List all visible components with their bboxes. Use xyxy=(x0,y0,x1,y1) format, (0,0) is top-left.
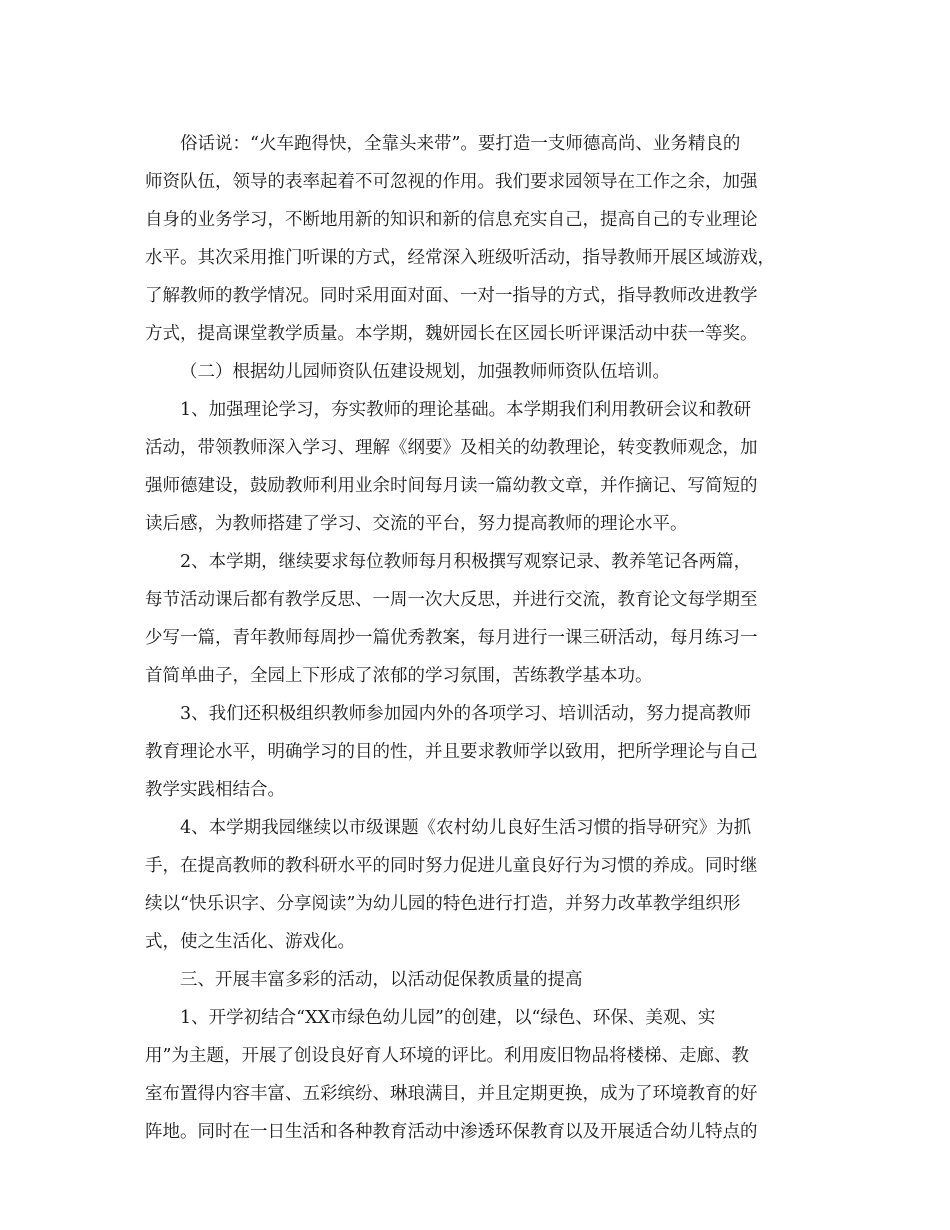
text-line: 方式，提高课堂教学质量。本学期，魏妍园长在区园长听评课活动中获一等奖。 xyxy=(145,324,758,344)
text-line: 俗话说：“火车跑得快，全靠头来带”。要打造一支师德高尚、业务精良的 xyxy=(180,134,741,154)
text-line: 1、加强理论学习，夯实教师的理论基础。本学期我们利用教研会议和教研 xyxy=(180,400,752,420)
text-line: 首简单曲子，全园上下形成了浓郁的学习氛围，苦练教学基本功。 xyxy=(145,666,653,686)
text-line: 活动，带领教师深入学习、理解《纲要》及相关的幼教理论，转变教师观念，加 xyxy=(145,438,758,458)
text-line: 手，在提高教师的教科研水平的同时努力促进儿童良好行为习惯的养成。同时继 xyxy=(145,856,758,876)
text-line: 1、开学初结合“XX市绿色幼儿园”的创建，以“绿色、环保、美观、实 xyxy=(180,1008,716,1028)
text-line: 自身的业务学习，不断地用新的知识和新的信息充实自己，提高自己的专业理论 xyxy=(145,210,758,230)
text-line: 续以“快乐识字、分享阅读”为幼儿园的特色进行打造，并努力改革教学组织形 xyxy=(145,894,741,914)
text-line: 室布置得内容丰富、五彩缤纷、琳琅满目，并且定期更换，成为了环境教育的好 xyxy=(145,1084,758,1104)
text-line: 师资队伍，领导的表率起着不可忽视的作用。我们要求园领导在工作之余，加强 xyxy=(145,172,758,192)
text-line: 了解教师的教学情况。同时采用面对面、一对一指导的方式，指导教师改进教学 xyxy=(145,286,758,306)
text-line: 每节活动课后都有教学反思、一周一次大反思，并进行交流，教育论文每学期至 xyxy=(145,590,758,610)
section-heading: （二）根据幼儿园师资队伍建设规划，加强教师师资队伍培训。 xyxy=(180,362,670,382)
text-line: 读后感，为教师搭建了学习、交流的平台，努力提高教师的理论水平。 xyxy=(145,514,688,534)
text-line: 强师德建设，鼓励教师利用业余时间每月读一篇幼教文章，并作摘记、写简短的 xyxy=(145,476,758,496)
text-line: 3、我们还积极组织教师参加园内外的各项学习、培训活动，努力提高教师 xyxy=(180,704,752,724)
text-line: 4、本学期我园继续以市级课题《农村幼儿良好生活习惯的指导研究》为抓 xyxy=(180,818,752,838)
text-line: 2、本学期，继续要求每位教师每月积极撰写观察记录、教养笔记各两篇， xyxy=(180,552,752,572)
text-line: 阵地。同时在一日生活和各种教育活动中渗透环保教育以及开展适合幼儿特点的 xyxy=(145,1122,758,1142)
text-line: 式，使之生活化、游戏化。 xyxy=(145,932,355,952)
section-heading: 三、开展丰富多彩的活动，以活动促保教质量的提高 xyxy=(180,970,583,990)
text-line: 教学实践相结合。 xyxy=(145,780,285,800)
text-line: 少写一篇，青年教师每周抄一篇优秀教案，每月进行一课三研活动，每月练习一 xyxy=(145,628,758,648)
text-line: 水平。其次采用推门听课的方式，经常深入班级听活动，指导教师开展区域游戏， xyxy=(145,248,775,268)
text-line: 用”为主题，开展了创设良好育人环境的评比。利用废旧物品将楼梯、走廊、教 xyxy=(145,1046,749,1066)
text-line: 教育理论水平，明确学习的目的性，并且要求教师学以致用，把所学理论与自己 xyxy=(145,742,758,762)
